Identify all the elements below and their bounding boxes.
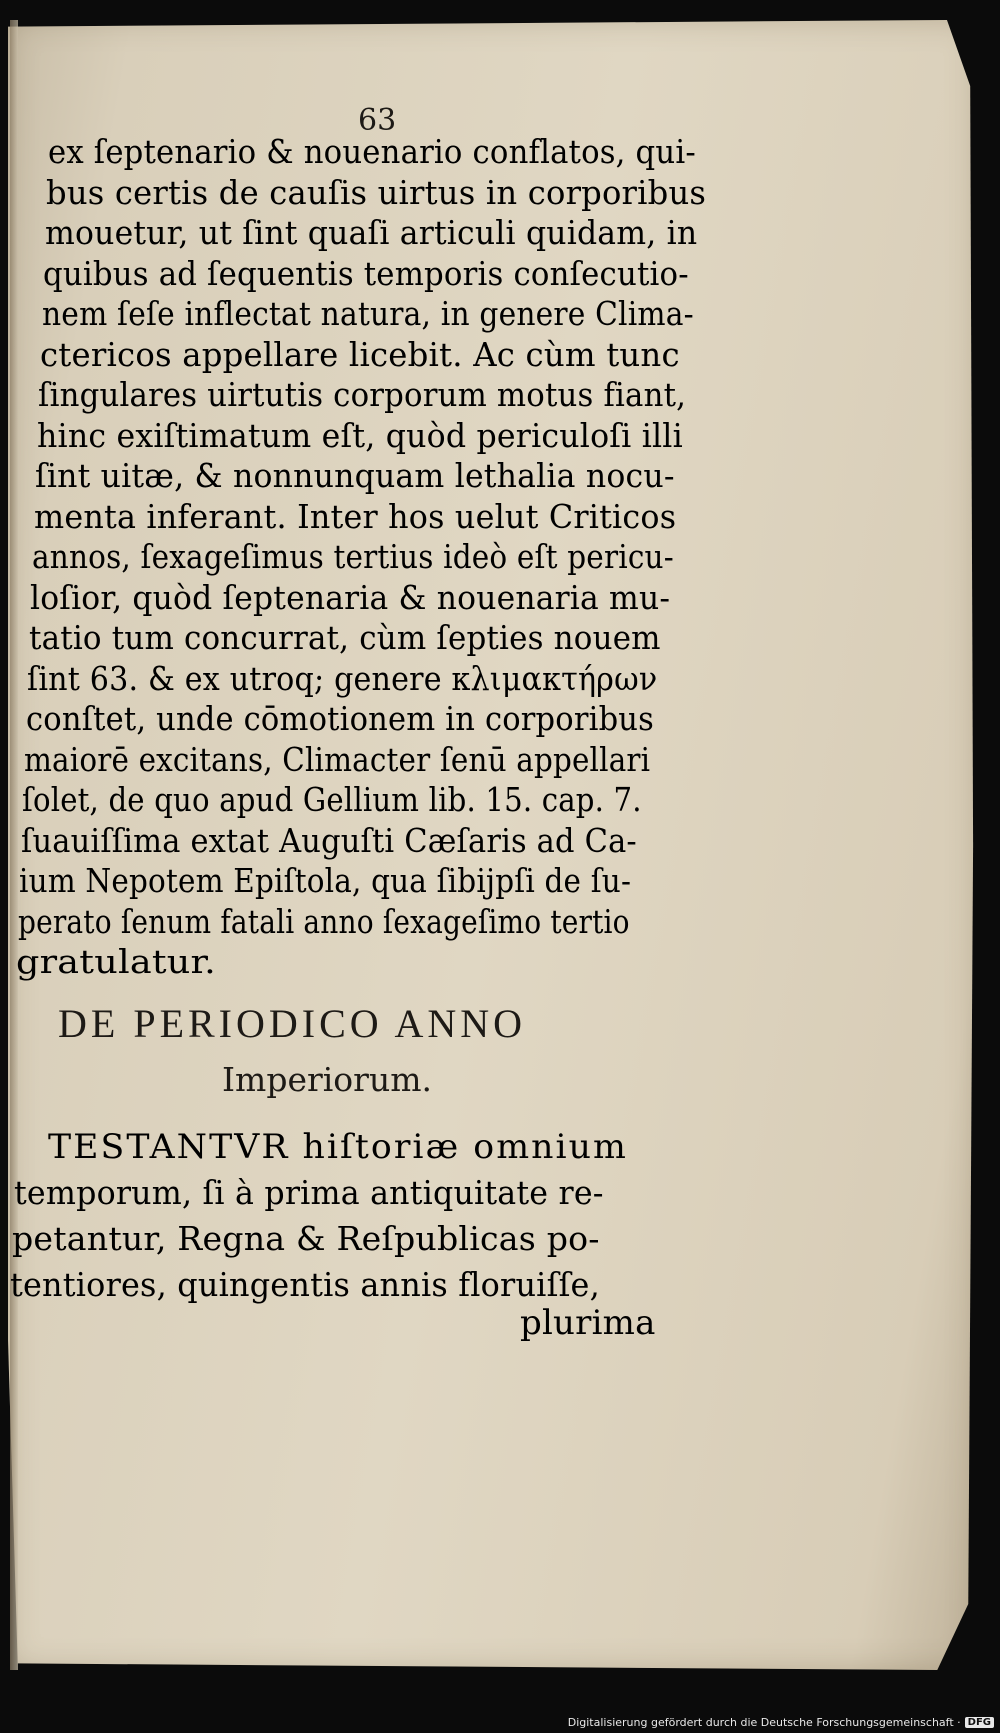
- body-line: hinc exiſtimatum eſt, quòd periculoſi illi: [36, 415, 683, 455]
- section-heading: DE PERIODICO ANNO: [58, 1001, 526, 1046]
- body-line: conſtet, unde cōmotionem in corporibus: [25, 699, 654, 738]
- page-number: 63: [358, 103, 397, 138]
- body-line: maiorē excitans, Climacter ſenū appellari: [24, 739, 651, 779]
- body-line: ſint uitæ, & nonnunquam lethalia nocu-: [35, 456, 675, 495]
- second-section-line: petantur, Regna & Reſpublicas po-: [12, 1219, 600, 1258]
- page-edge-shadow: [10, 20, 18, 1670]
- second-section-line: tentiores, quingentis annis floruiſſe,: [10, 1265, 600, 1304]
- body-line: annos, ſexageſimus tertius ideò eſt pericu-: [32, 537, 674, 576]
- body-line: gratulatur.: [16, 942, 217, 981]
- body-line: ium Nepotem Epiſtola, qua ſibijpſi de ſu-: [19, 861, 632, 900]
- second-section-line: TESTANTVR hiſtoriæ omnium: [48, 1127, 628, 1167]
- body-line: ſingulares uirtutis corporum motus fiant,: [38, 375, 687, 414]
- body-line: ſuauiſſima extat Auguſti Cæſaris ad Ca-: [20, 820, 637, 860]
- section-subheading: Imperiorum.: [222, 1060, 432, 1099]
- body-line: ex ſeptenario & nouenario conflatos, qui-: [48, 132, 696, 171]
- body-line: nem ſeſe inflectat natura, in genere Clima-: [41, 294, 694, 333]
- digitization-footer: [568, 1716, 994, 1729]
- body-line: quibus ad ſequentis temporis conſecutio-: [43, 253, 689, 293]
- body-line: tatio tum concurrat, cùm ſepties nouem: [28, 618, 661, 657]
- body-line: loſior, quòd ſeptenaria & nouenaria mu-: [30, 577, 671, 617]
- body-line: ſint 63. & ex utroq; genere κλιμακτήρων: [27, 658, 658, 698]
- catchword: plurima: [520, 1303, 656, 1343]
- body-line: menta inferant. Inter hos uelut Criticos: [33, 496, 676, 536]
- footer-text: Digitalisierung gefördert durch die Deutsche Forschungsgemeinschaft ·: [567, 1716, 961, 1729]
- body-line: ſolet, de quo apud Gellium lib. 15. cap. 7.: [22, 780, 643, 819]
- body-line: ctericos appellare licebit. Ac cùm tunc: [40, 334, 680, 374]
- body-line: bus certis de cauſis uirtus in corporibus: [46, 172, 707, 212]
- dfg-logo: DFG: [965, 1717, 994, 1728]
- body-line: mouetur, ut ſint quaſi articuli quidam, in: [44, 213, 698, 252]
- body-line: perato ſenum fatali anno ſexageſimo tertio: [17, 901, 630, 941]
- second-section-line: temporum, ſi à prima antiquitate re-: [14, 1173, 604, 1212]
